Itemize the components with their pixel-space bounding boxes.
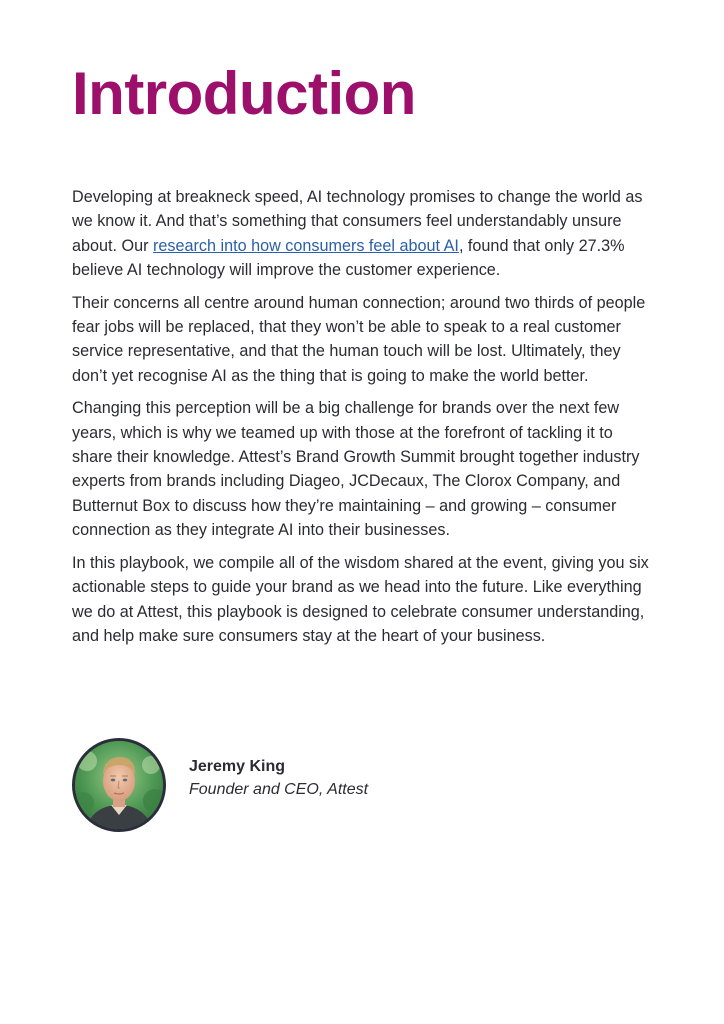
page-title: Introduction — [72, 60, 416, 127]
paragraph-4: In this playbook, we compile all of the wisdom shared at the event, giving you six actionable steps to guide your brand as we head into the future. Like everything we do at Attest, this playbook is designed to celebrate consumer understanding, and help make sure consumers stay at the heart of your business. — [72, 553, 649, 645]
paragraph-3: Changing this perception will be a big challenge for brands over the next few years, which is why we teamed up with those at the forefront of tackling it to share their knowledge. Attest’s Brand Growth Summit brought together industry experts from brands including Diageo, JCDecaux, The Clorox Company, and Butternut Box to discuss how they’re maintaining – and growing – consumer connection as they integrate AI into their businesses. — [72, 399, 640, 540]
author-name: Jeremy King — [189, 758, 286, 775]
research-link[interactable]: research into how consumers feel about AI — [153, 236, 459, 255]
paragraph-1-text-end: , found that only 27.3% believe AI technology will improve the customer experience. — [72, 236, 625, 280]
paragraph-1-text-start: Developing at breakneck speed, AI technology promises to change the world as we know it. And that’s something that consumers feel understandably unsure about. Our — [72, 188, 643, 255]
intro-body — [72, 185, 654, 656]
paragraph-1 — [72, 185, 654, 283]
author-details — [189, 756, 368, 802]
author-signature — [72, 738, 492, 838]
author-avatar — [72, 738, 166, 832]
paragraph-2: Their concerns all centre around human connection; around two thirds of people fear jobs will be replaced, that they won’t be able to speak to a real customer service representative, and that the human touch will be lost. Ultimately, they don’t yet recognise AI as the thing that is going to make the world better. — [72, 293, 646, 385]
author-role: Founder and CEO, Attest — [189, 781, 369, 798]
portrait-photo-icon — [75, 741, 163, 829]
